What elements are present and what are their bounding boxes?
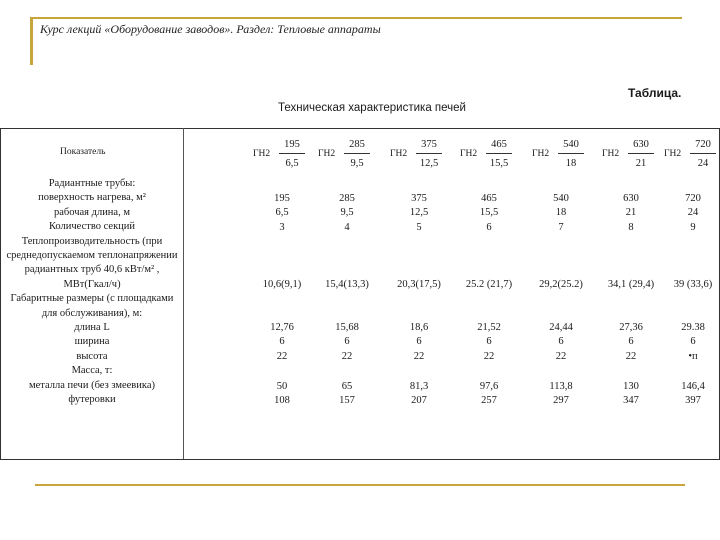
mass-values <box>452 380 526 409</box>
value-cell: 18,6 <box>409 322 429 333</box>
row-label: Количество секций <box>48 221 136 233</box>
value-cell: 22 <box>413 350 425 362</box>
value-cell: 12,5 <box>409 207 429 219</box>
tubes-values <box>310 192 384 235</box>
model-numerator: 720 <box>690 138 716 154</box>
value-cell: 22 <box>483 350 495 362</box>
table-caption: Техническая характеристика печей <box>278 102 466 114</box>
value-cell: 5 <box>416 221 422 233</box>
row-label: Радиантные трубы: <box>48 178 136 189</box>
value-cell: 6 <box>690 336 696 348</box>
footer-rule <box>35 484 685 486</box>
value-cell: 108 <box>274 395 290 407</box>
model-denominator: 18 <box>565 158 577 169</box>
header-top-rule <box>30 17 682 19</box>
value-cell: 257 <box>481 395 497 407</box>
model-prefix: ГН2 <box>318 149 336 159</box>
value-cell: 9,5 <box>340 207 354 219</box>
value-cell: 21 <box>625 207 637 219</box>
row-labels <box>4 177 180 408</box>
model-header-cell <box>390 136 464 176</box>
value-cell: 207 <box>411 395 427 407</box>
header-side-rule <box>30 17 33 65</box>
model-numerator: 195 <box>279 138 305 154</box>
table-left-border <box>0 128 1 459</box>
row-label: ширина <box>74 336 110 348</box>
model-denominator: 6,5 <box>285 158 299 169</box>
model-prefix: ГН2 <box>532 149 550 159</box>
mass-values <box>310 380 384 409</box>
dimension-values <box>310 321 384 364</box>
mass-values <box>656 380 720 409</box>
value-cell: 27,36 <box>619 322 643 333</box>
value-cell: 50 <box>276 381 288 392</box>
dimension-values <box>656 321 720 364</box>
value-cell: 157 <box>339 395 355 407</box>
row-label: футеровки <box>68 394 116 406</box>
value-cell: 24,44 <box>549 322 573 333</box>
model-prefix: ГН2 <box>664 149 682 159</box>
value-cell: 630 <box>623 193 639 204</box>
model-fraction <box>279 138 305 170</box>
value-cell: 29.38 <box>681 322 705 333</box>
tubes-values <box>656 192 720 235</box>
model-fraction <box>486 138 512 170</box>
model-denominator: 15,5 <box>489 158 509 169</box>
tubes-values <box>452 192 526 235</box>
value-cell: 24 <box>687 207 699 219</box>
row-label: Габаритные размеры (с площадками <box>10 293 174 305</box>
model-fraction <box>628 138 654 170</box>
value-cell: 65 <box>341 381 353 392</box>
model-prefix: ГН2 <box>253 149 271 159</box>
indicator-header: Показатель <box>60 147 106 157</box>
value-cell: 18 <box>555 207 567 219</box>
value-cell: 146,4 <box>681 381 705 392</box>
row-label: для обслуживания), м: <box>41 307 143 319</box>
row-label: высота <box>76 350 108 362</box>
table-column-separator <box>183 128 184 459</box>
tubes-values <box>382 192 456 235</box>
row-label: среднедопускаемом теплонапряжении <box>6 250 178 262</box>
value-cell: 12,76 <box>270 322 294 333</box>
model-numerator: 375 <box>416 138 442 154</box>
heat-output-value: 10,6(9,1) <box>262 279 302 290</box>
value-cell: 720 <box>685 193 701 204</box>
value-cell: 3 <box>279 221 285 233</box>
model-fraction <box>344 138 370 170</box>
value-cell: 21,52 <box>477 322 501 333</box>
value-cell: 397 <box>685 395 701 407</box>
value-cell: 6 <box>416 336 422 348</box>
value-cell: 285 <box>339 193 355 204</box>
heat-output-value: 25.2 (21,7) <box>465 279 513 290</box>
value-cell: 8 <box>628 221 634 233</box>
mass-values <box>524 380 598 409</box>
dimension-values <box>452 321 526 364</box>
heat-output-value: 20,3(17,5) <box>397 279 441 290</box>
row-label: поверхность нагрева, м² <box>38 192 146 204</box>
value-cell: •п <box>688 350 698 362</box>
value-cell: 130 <box>623 381 639 392</box>
value-cell: 22 <box>341 350 353 362</box>
row-label: металла печи (без змеевика) <box>29 379 155 391</box>
model-numerator: 285 <box>344 138 370 154</box>
value-cell: 97,6 <box>479 381 499 392</box>
value-cell: 297 <box>553 395 569 407</box>
value-cell: 4 <box>344 221 350 233</box>
slide-title: Курс лекций «Оборудование заводов». Раздел: Тепловые аппараты <box>40 22 381 36</box>
model-numerator: 540 <box>558 138 584 154</box>
value-cell: 15,5 <box>479 207 499 219</box>
dimension-values <box>245 321 319 364</box>
value-cell: 6 <box>279 336 285 348</box>
value-cell: 347 <box>623 395 639 407</box>
dimension-values <box>382 321 456 364</box>
value-cell: 465 <box>481 193 497 204</box>
value-cell: 6 <box>628 336 634 348</box>
value-cell: 22 <box>625 350 637 362</box>
model-denominator: 9,5 <box>350 158 364 169</box>
model-fraction <box>558 138 584 170</box>
value-cell: 6 <box>344 336 350 348</box>
value-cell: 195 <box>274 193 290 204</box>
row-label: МВт(Гкал/ч) <box>63 278 121 290</box>
heat-output-value: 29,2(25.2) <box>539 279 583 290</box>
value-cell: 113,8 <box>549 381 573 392</box>
mass-values <box>245 380 319 409</box>
model-denominator: 21 <box>635 158 647 169</box>
value-cell: 9 <box>690 221 696 233</box>
row-label: рабочая длина, м <box>53 206 130 218</box>
model-prefix: ГН2 <box>460 149 478 159</box>
model-denominator: 12,5 <box>419 158 439 169</box>
value-cell: 6,5 <box>275 207 289 219</box>
heat-output-value: 39 (33,6) <box>673 279 713 290</box>
model-header-cell <box>460 136 534 176</box>
value-cell: 6 <box>558 336 564 348</box>
model-fraction <box>416 138 442 170</box>
model-numerator: 630 <box>628 138 654 154</box>
model-prefix: ГН2 <box>390 149 408 159</box>
model-denominator: 24 <box>697 158 709 169</box>
row-label: радиантных труб 40,6 кВт/м² , <box>24 264 160 276</box>
model-header-cell <box>532 136 606 176</box>
value-cell: 6 <box>486 221 492 233</box>
value-cell: 375 <box>411 193 427 204</box>
tubes-values <box>245 192 319 235</box>
model-header-cell <box>318 136 392 176</box>
row-label: Теплопроизводительность (при <box>21 235 163 247</box>
model-header-cell <box>664 136 720 176</box>
model-header-cell <box>253 136 327 176</box>
tubes-values <box>524 192 598 235</box>
value-cell: 81,3 <box>409 381 429 392</box>
value-cell: 22 <box>555 350 567 362</box>
model-numerator: 465 <box>486 138 512 154</box>
value-cell: 7 <box>558 221 564 233</box>
model-fraction <box>690 138 716 170</box>
value-cell: 15,68 <box>335 322 359 333</box>
value-cell: 6 <box>486 336 492 348</box>
row-label: Масса, т: <box>71 365 113 377</box>
value-cell: 22 <box>276 350 288 362</box>
row-label: длина L <box>74 322 110 334</box>
mass-values <box>382 380 456 409</box>
value-cell: 540 <box>553 193 569 204</box>
heat-output-value: 15,4(13,3) <box>325 279 369 290</box>
table-label: Таблица. <box>628 86 682 100</box>
dimension-values <box>524 321 598 364</box>
model-prefix: ГН2 <box>602 149 620 159</box>
heat-output-value: 34,1 (29,4) <box>607 279 655 290</box>
